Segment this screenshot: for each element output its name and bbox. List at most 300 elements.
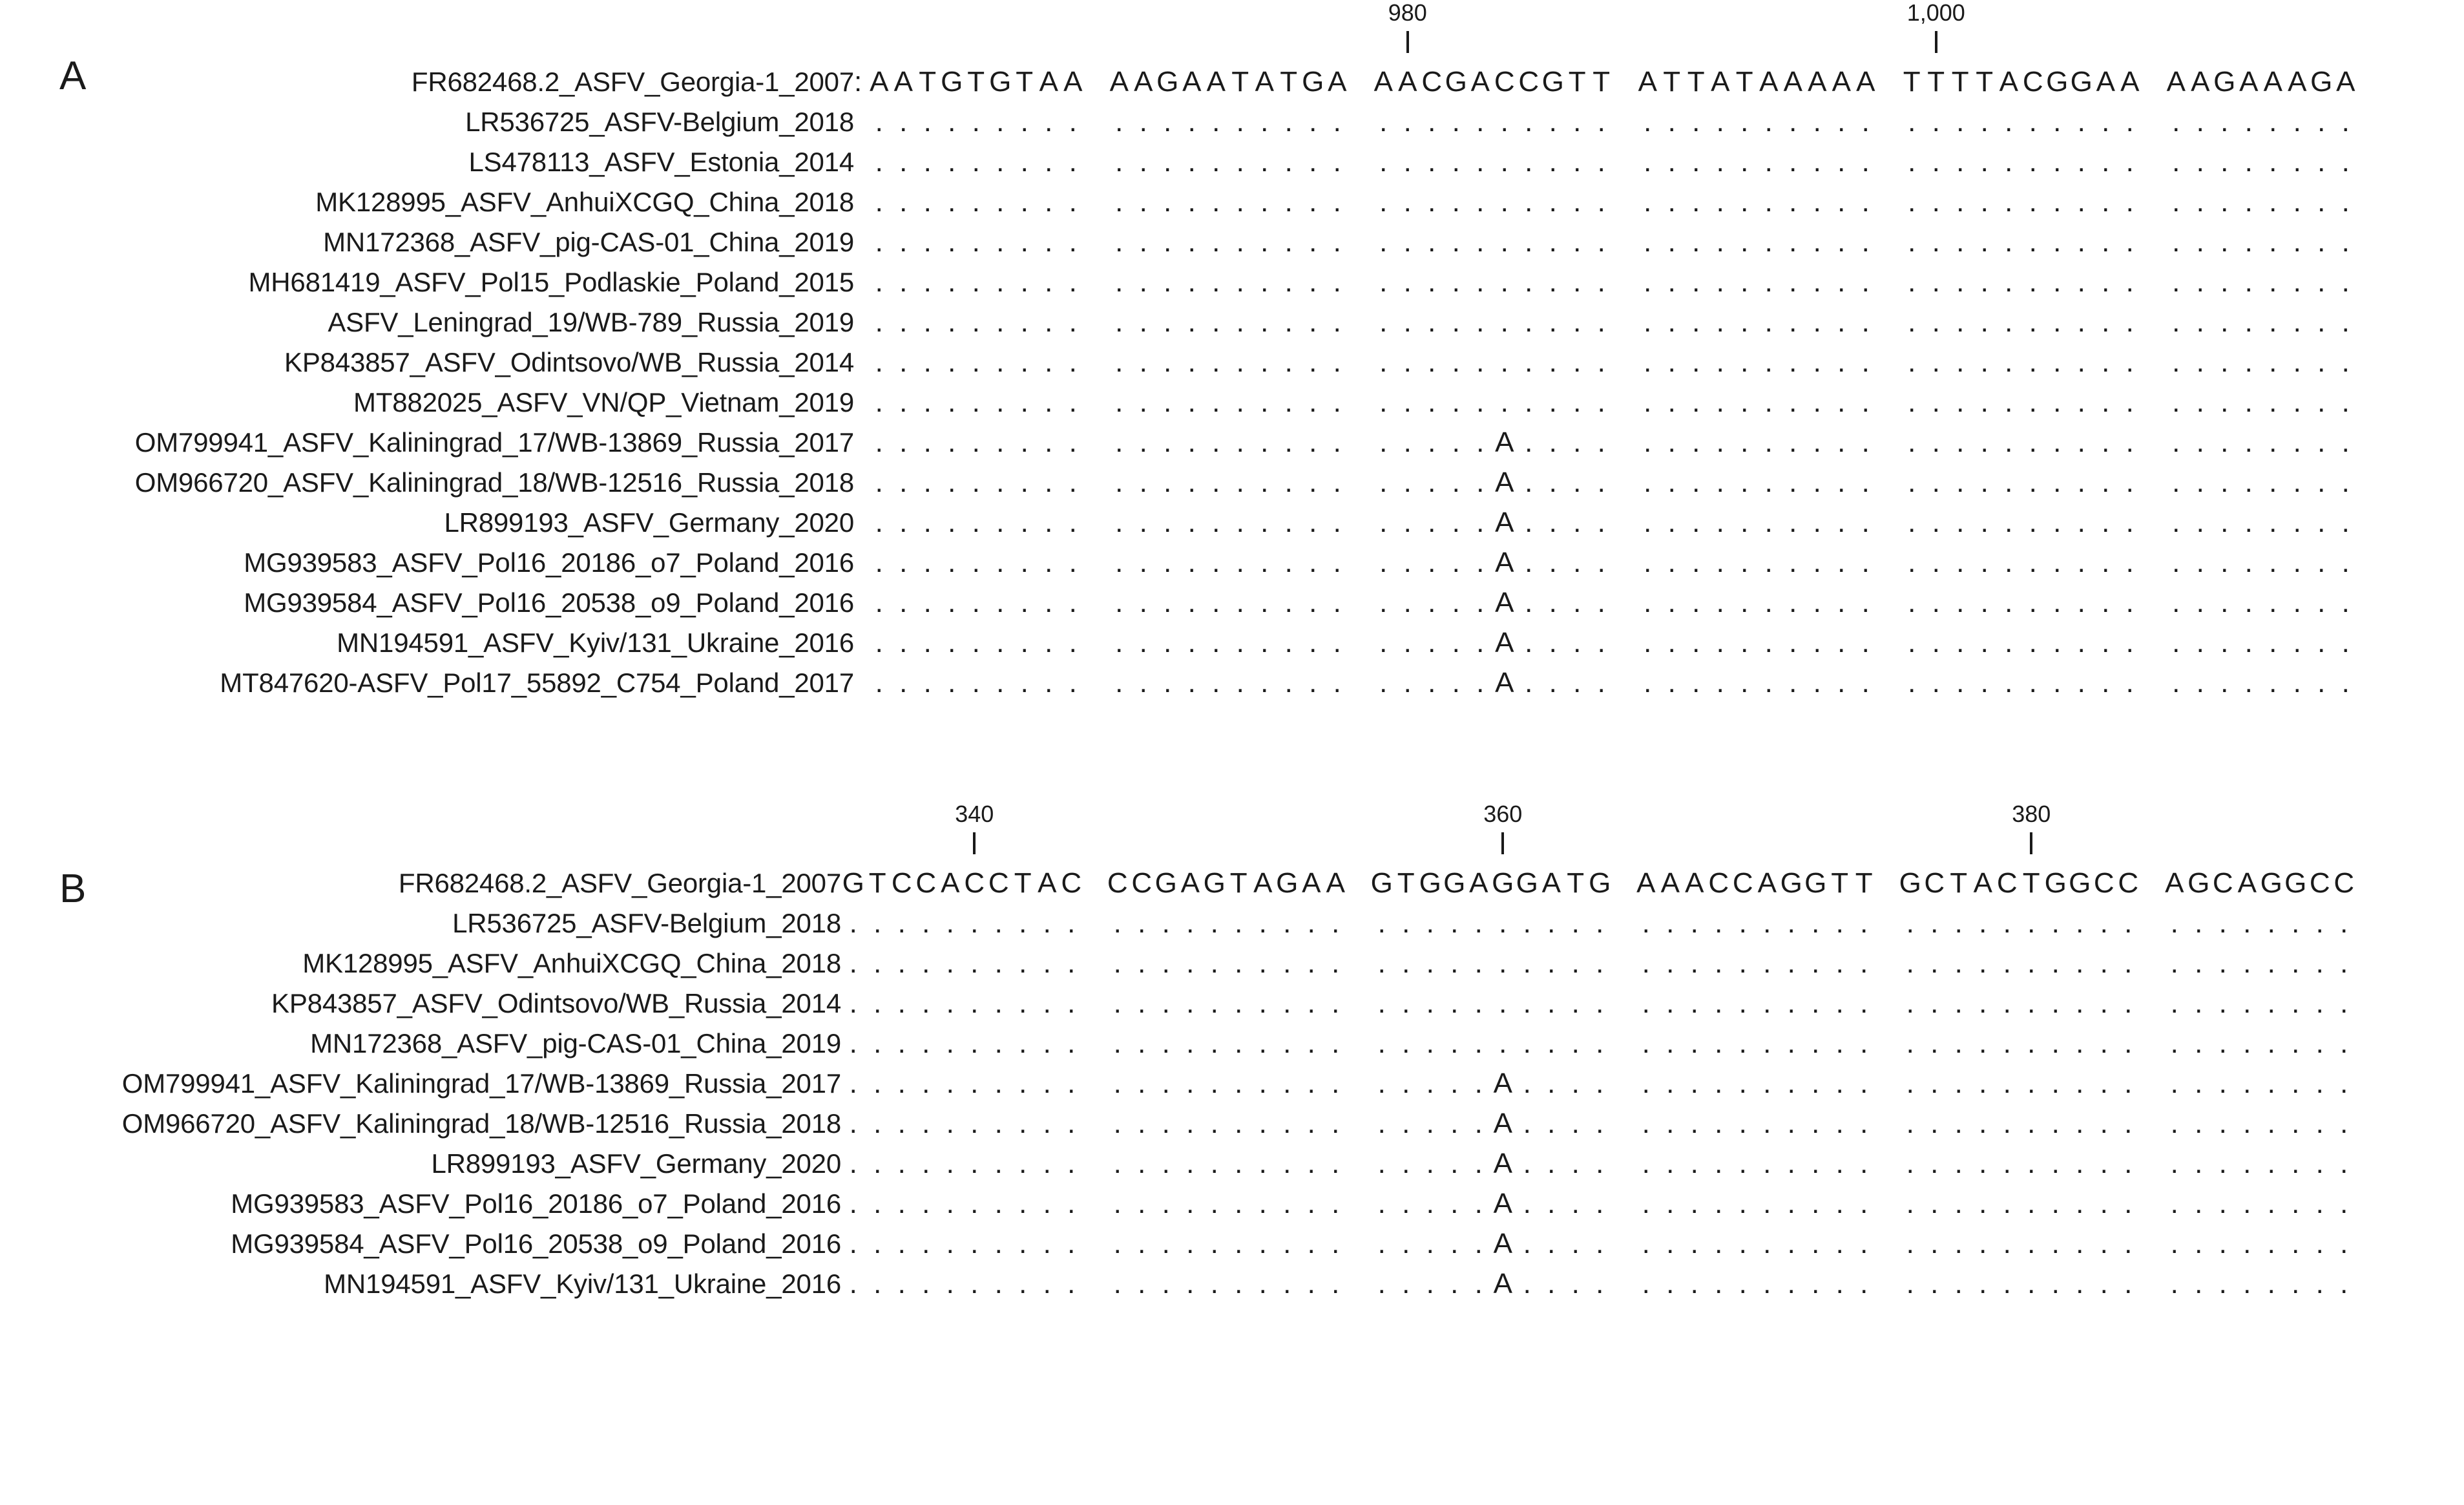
nucleotide-G: G <box>1899 867 1921 899</box>
identity-dot: . <box>2005 467 2013 498</box>
identity-dot: . <box>1045 266 1053 298</box>
identity-dot: . <box>2051 1148 2060 1179</box>
identity-dot: . <box>2220 106 2229 138</box>
identity-dot: . <box>1113 1268 1122 1300</box>
alignment-row <box>0 142 2464 182</box>
identity-dot: . <box>1403 547 1412 578</box>
taxon-label: OM799941_ASFV_Kaliningrad_17/WB-13869_Russia_2017 <box>134 427 854 458</box>
alignment-row <box>0 583 2464 623</box>
nucleotide-A: A <box>1180 867 1200 899</box>
identity-dot: . <box>1284 186 1293 218</box>
identity-dot: . <box>2029 426 2037 458</box>
identity-dot: . <box>1377 987 1386 1019</box>
identity-dot: . <box>1212 426 1220 458</box>
identity-dot: . <box>1474 1148 1483 1179</box>
identity-dot: . <box>1020 266 1028 298</box>
identity-dot: . <box>1861 426 1870 458</box>
identity-dot: . <box>1069 146 1077 178</box>
identity-dot: . <box>2100 1228 2108 1259</box>
identity-dot: . <box>1715 1068 1723 1099</box>
sequence-block <box>1636 222 1878 262</box>
identity-dot: . <box>2292 1027 2300 1059</box>
identity-dot: . <box>1525 266 1533 298</box>
identity-dot: . <box>1644 106 1652 138</box>
identity-dot: . <box>1956 146 1965 178</box>
identity-dot: . <box>1307 947 1315 979</box>
identity-dot: . <box>2340 1027 2348 1059</box>
identity-dot: . <box>1476 507 1485 538</box>
identity-dot: . <box>2317 507 2326 538</box>
sequence-block <box>867 222 1085 262</box>
identity-dot: . <box>922 907 930 939</box>
identity-dot: . <box>1333 467 1341 498</box>
identity-dot: . <box>2317 587 2326 618</box>
identity-dot: . <box>1980 346 1989 378</box>
taxon-label: LR536725_ASFV-Belgium_2018 <box>452 908 841 938</box>
sequence-prefix-spacer <box>854 663 867 703</box>
identity-dot: . <box>1428 226 1436 258</box>
identity-dot: . <box>1764 106 1773 138</box>
identity-dot: . <box>1813 426 1821 458</box>
identity-dot: . <box>1667 547 1676 578</box>
identity-dot: . <box>1642 947 1650 979</box>
identity-dot: . <box>2053 266 2062 298</box>
identity-dot: . <box>996 226 1005 258</box>
identity-dot: . <box>1236 467 1244 498</box>
identity-dot: . <box>2243 947 2251 979</box>
identity-dot: . <box>1139 306 1147 338</box>
ruler-tick <box>1483 801 1541 854</box>
identity-dot: . <box>2269 266 2277 298</box>
identity-dot: . <box>2269 106 2277 138</box>
identity-dot: . <box>1547 1068 1556 1099</box>
identity-dot: . <box>2219 947 2227 979</box>
identity-dot: . <box>1813 587 1821 618</box>
identity-dot: . <box>1067 1228 1076 1259</box>
identity-dot: . <box>1956 667 1965 699</box>
identity-dot: . <box>2029 186 2037 218</box>
nucleotide-T: T <box>2022 867 2040 899</box>
identity-dot: . <box>2196 587 2204 618</box>
identity-dot: . <box>1187 507 1196 538</box>
sequence-block <box>1898 863 2140 903</box>
aligned-sequence <box>854 262 2358 302</box>
identity-dot: . <box>897 1188 906 1219</box>
identity-dot: . <box>2102 667 2110 699</box>
identity-dot: . <box>1954 1148 1963 1179</box>
sequence-block <box>2164 302 2358 342</box>
taxon-label: OM799941_ASFV_Kaliningrad_17/WB-13869_Russia_2017 <box>121 1068 841 1099</box>
identity-dot: . <box>1187 346 1196 378</box>
sequence-prefix-spacer <box>854 503 867 543</box>
identity-dot: . <box>922 1268 930 1300</box>
sequence-block <box>1372 262 1614 302</box>
identity-dot: . <box>1835 947 1844 979</box>
identity-dot: . <box>996 106 1005 138</box>
sequence-block <box>1900 102 2142 142</box>
identity-dot: . <box>1284 627 1293 658</box>
identity-dot: . <box>2102 627 2110 658</box>
aligned-sequence <box>854 302 2358 342</box>
identity-dot: . <box>875 146 883 178</box>
identity-dot: . <box>1500 226 1509 258</box>
nucleotide-A: A <box>1495 507 1514 538</box>
identity-dot: . <box>1333 507 1341 538</box>
identity-dot: . <box>1284 467 1293 498</box>
aligned-sequence <box>854 543 2358 583</box>
sequence-block <box>1634 1224 1876 1264</box>
identity-dot: . <box>2170 1068 2178 1099</box>
identity-dot: . <box>2053 186 2062 218</box>
identity-dot: . <box>1186 1148 1195 1179</box>
identity-dot: . <box>1235 1148 1243 1179</box>
identity-dot: . <box>1235 1228 1243 1259</box>
sequence-block <box>867 182 1085 222</box>
identity-dot: . <box>1644 507 1652 538</box>
identity-dot: . <box>1307 1268 1315 1300</box>
identity-dot: . <box>2172 587 2180 618</box>
identity-dot: . <box>1402 1027 1410 1059</box>
identity-dot: . <box>1980 507 1989 538</box>
identity-dot: . <box>2340 1148 2348 1179</box>
identity-dot: . <box>1837 426 1846 458</box>
nucleotide-C: C <box>1107 867 1128 899</box>
identity-dot: . <box>1045 386 1053 418</box>
sequence-block <box>1370 984 1612 1024</box>
identity-dot: . <box>1403 627 1412 658</box>
identity-dot: . <box>1187 667 1196 699</box>
identity-dot: . <box>1138 987 1146 1019</box>
identity-dot: . <box>849 1228 857 1259</box>
identity-dot: . <box>2005 146 2013 178</box>
identity-dot: . <box>1908 146 1916 178</box>
identity-dot: . <box>2124 947 2133 979</box>
identity-dot: . <box>2053 426 2062 458</box>
sequence-prefix-spacer <box>854 463 867 503</box>
identity-dot: . <box>1162 1188 1170 1219</box>
identity-dot: . <box>1979 1068 1987 1099</box>
nucleotide-C: C <box>1924 867 1945 899</box>
identity-dot: . <box>1787 1148 1795 1179</box>
sequence-block <box>2164 142 2358 182</box>
identity-dot: . <box>2100 907 2108 939</box>
sequence-block <box>2164 342 2358 383</box>
sequence-block <box>867 543 1085 583</box>
identity-dot: . <box>946 1027 954 1059</box>
identity-dot: . <box>1139 266 1147 298</box>
identity-dot: . <box>2003 1228 2011 1259</box>
identity-dot: . <box>1666 1228 1675 1259</box>
identity-dot: . <box>2195 907 2203 939</box>
identity-dot: . <box>1450 907 1459 939</box>
identity-dot: . <box>1236 106 1244 138</box>
sequence-prefix-spacer <box>854 182 867 222</box>
identity-dot: . <box>1476 627 1485 658</box>
identity-dot: . <box>2077 467 2085 498</box>
identity-dot: . <box>1187 627 1196 658</box>
identity-dot: . <box>1452 667 1460 699</box>
identity-dot: . <box>1283 1108 1291 1139</box>
identity-dot: . <box>1549 627 1557 658</box>
identity-dot: . <box>2269 667 2277 699</box>
identity-dot: . <box>1500 346 1509 378</box>
identity-dot: . <box>2003 1068 2011 1099</box>
identity-dot: . <box>2172 346 2180 378</box>
identity-dot: . <box>1861 627 1870 658</box>
identity-dot: . <box>875 426 883 458</box>
identity-dot: . <box>1763 1268 1771 1300</box>
identity-dot: . <box>1906 1228 1914 1259</box>
identity-dot: . <box>1571 947 1580 979</box>
identity-dot: . <box>1139 587 1147 618</box>
identity-dot: . <box>1020 306 1028 338</box>
identity-dot: . <box>2269 186 2277 218</box>
identity-dot: . <box>2293 346 2301 378</box>
identity-dot: . <box>1236 186 1244 218</box>
identity-dot: . <box>922 1108 930 1139</box>
identity-dot: . <box>1932 467 1940 498</box>
sequence-block <box>1370 1064 1612 1104</box>
identity-dot: . <box>1452 547 1460 578</box>
identity-dot: . <box>1690 987 1698 1019</box>
identity-dot: . <box>1379 306 1388 338</box>
identity-dot: . <box>1979 1268 1987 1300</box>
ruler-tick-mark <box>1501 832 1504 854</box>
sequence-block <box>1636 383 1878 423</box>
sequence-block <box>1900 262 2142 302</box>
nucleotide-G: G <box>941 66 963 98</box>
identity-dot: . <box>1571 1027 1580 1059</box>
taxon-label: MN172368_ASFV_pig-CAS-01_China_2019 <box>323 227 854 257</box>
identity-dot: . <box>1597 667 1605 699</box>
identity-dot: . <box>2053 386 2062 418</box>
identity-dot: . <box>2102 426 2110 458</box>
reference-sequence <box>854 62 2358 102</box>
identity-dot: . <box>2029 507 2037 538</box>
identity-dot: . <box>2027 1268 2036 1300</box>
identity-dot: . <box>2341 226 2350 258</box>
identity-dot: . <box>1763 987 1771 1019</box>
identity-dot: . <box>1787 1228 1795 1259</box>
identity-dot: . <box>1403 146 1412 178</box>
identity-dot: . <box>1139 146 1147 178</box>
identity-dot: . <box>2220 346 2229 378</box>
identity-dot: . <box>1549 426 1557 458</box>
identity-dot: . <box>1547 947 1556 979</box>
identity-dot: . <box>1642 1148 1650 1179</box>
identity-dot: . <box>1210 907 1218 939</box>
identity-dot: . <box>1956 507 1965 538</box>
nucleotide-A: A <box>1206 66 1226 98</box>
identity-dot: . <box>1069 226 1077 258</box>
nucleotide-G: G <box>1302 66 1324 98</box>
identity-dot: . <box>1573 186 1582 218</box>
identity-dot: . <box>2243 1068 2251 1099</box>
identity-dot: . <box>1932 266 1940 298</box>
identity-dot: . <box>2029 587 2037 618</box>
identity-dot: . <box>972 306 980 338</box>
identity-dot: . <box>1644 667 1652 699</box>
identity-dot: . <box>875 226 883 258</box>
identity-dot: . <box>1379 467 1388 498</box>
sequence-block <box>1372 383 1614 423</box>
sequence-prefix-spacer <box>854 623 867 663</box>
identity-dot: . <box>1236 587 1244 618</box>
identity-dot: . <box>1956 547 1965 578</box>
taxon-label: ASFV_Leningrad_19/WB-789_Russia_2019 <box>328 307 854 337</box>
nucleotide-G: G <box>2310 66 2333 98</box>
identity-dot: . <box>1069 667 1077 699</box>
identity-dot: . <box>897 1228 906 1259</box>
identity-dot: . <box>1043 987 1051 1019</box>
identity-dot: . <box>2172 467 2180 498</box>
identity-dot: . <box>2293 266 2301 298</box>
identity-dot: . <box>948 667 956 699</box>
identity-dot: . <box>2125 587 2134 618</box>
nucleotide-A: A <box>1493 1108 1512 1139</box>
ruler-tick-label: 360 <box>1483 801 1523 827</box>
alignment-row <box>0 1184 2464 1224</box>
identity-dot: . <box>849 1148 857 1179</box>
identity-dot: . <box>1644 306 1652 338</box>
identity-dot: . <box>1258 947 1267 979</box>
identity-dot: . <box>1525 547 1533 578</box>
identity-dot: . <box>994 987 1003 1019</box>
identity-dot: . <box>1692 507 1700 538</box>
identity-dot: . <box>1835 987 1844 1019</box>
identity-dot: . <box>2076 1148 2084 1179</box>
identity-dot: . <box>2243 1108 2251 1139</box>
identity-dot: . <box>1667 226 1676 258</box>
identity-dot: . <box>1932 547 1940 578</box>
identity-dot: . <box>2170 987 2178 1019</box>
identity-dot: . <box>1067 947 1076 979</box>
sequence-block <box>1636 503 1878 543</box>
identity-dot: . <box>875 547 883 578</box>
identity-dot: . <box>994 1027 1003 1059</box>
identity-dot: . <box>1187 146 1196 178</box>
identity-dot: . <box>1525 386 1533 418</box>
identity-dot: . <box>1212 186 1220 218</box>
identity-dot: . <box>1667 266 1676 298</box>
identity-dot: . <box>1187 547 1196 578</box>
nucleotide-T: T <box>1592 66 1611 98</box>
identity-dot: . <box>1115 627 1123 658</box>
sequence-block <box>867 663 1085 703</box>
sequence-block <box>1372 62 1614 102</box>
identity-dot: . <box>1309 667 1317 699</box>
identity-dot: . <box>1596 1108 1604 1139</box>
identity-dot: . <box>948 106 956 138</box>
identity-dot: . <box>1813 346 1821 378</box>
identity-dot: . <box>1789 467 1797 498</box>
identity-dot: . <box>1813 146 1821 178</box>
identity-dot: . <box>2340 1108 2348 1139</box>
taxon-label: OM966720_ASFV_Kaliningrad_18/WB-12516_Russia_2018 <box>121 1108 841 1139</box>
identity-dot: . <box>1979 1108 1987 1139</box>
identity-dot: . <box>2100 1188 2108 1219</box>
identity-dot: . <box>1403 186 1412 218</box>
nucleotide-T: T <box>1280 66 1298 98</box>
identity-dot: . <box>1571 1188 1580 1219</box>
nucleotide-T: T <box>868 867 886 899</box>
sequence-block <box>1634 1264 1876 1304</box>
identity-dot: . <box>1954 907 1963 939</box>
identity-dot: . <box>2029 146 2037 178</box>
nucleotide-T: T <box>1568 66 1586 98</box>
identity-dot: . <box>1980 627 1989 658</box>
nucleotide-A: A <box>1470 66 1490 98</box>
identity-dot: . <box>2100 987 2108 1019</box>
identity-dot: . <box>2027 1148 2036 1179</box>
identity-dot: . <box>2027 1188 2036 1219</box>
taxon-label: MG939584_ASFV_Pol16_20538_o9_Poland_2016 <box>244 587 854 618</box>
identity-dot: . <box>1837 146 1846 178</box>
identity-dot: . <box>1525 186 1533 218</box>
identity-dot: . <box>2220 507 2229 538</box>
identity-dot: . <box>849 1068 857 1099</box>
identity-dot: . <box>1860 1068 1868 1099</box>
identity-dot: . <box>1067 1148 1076 1179</box>
taxon-label: MK128995_ASFV_AnhuiXCGQ_China_2018 <box>315 187 854 217</box>
identity-dot: . <box>1716 587 1724 618</box>
identity-dot: . <box>946 1228 954 1259</box>
identity-dot: . <box>1067 1068 1076 1099</box>
identity-dot: . <box>1980 106 1989 138</box>
identity-dot: . <box>946 987 954 1019</box>
identity-dot: . <box>873 1027 882 1059</box>
identity-dot: . <box>1403 587 1412 618</box>
nucleotide-A: A <box>893 66 913 98</box>
identity-dot: . <box>897 947 906 979</box>
identity-dot: . <box>1212 627 1220 658</box>
sequence-block <box>1107 463 1350 503</box>
sequence-block <box>1372 503 1614 543</box>
identity-dot: . <box>1162 907 1170 939</box>
identity-dot: . <box>2292 1268 2300 1300</box>
identity-dot: . <box>1980 467 1989 498</box>
identity-dot: . <box>1525 627 1533 658</box>
identity-dot: . <box>1162 1268 1170 1300</box>
identity-dot: . <box>875 627 883 658</box>
identity-dot: . <box>1932 306 1940 338</box>
identity-dot: . <box>1115 266 1123 298</box>
nucleotide-A: A <box>1255 66 1274 98</box>
identity-dot: . <box>1164 627 1172 658</box>
identity-dot: . <box>2315 1068 2324 1099</box>
identity-dot: . <box>1210 1027 1218 1059</box>
identity-dot: . <box>1956 587 1965 618</box>
identity-dot: . <box>1115 146 1123 178</box>
identity-dot: . <box>1835 1148 1844 1179</box>
identity-dot: . <box>2341 467 2350 498</box>
identity-dot: . <box>2170 1228 2178 1259</box>
identity-dot: . <box>1644 386 1652 418</box>
identity-dot: . <box>1402 1148 1410 1179</box>
identity-dot: . <box>1210 987 1218 1019</box>
sequence-block <box>1105 1064 1348 1104</box>
identity-dot: . <box>1789 146 1797 178</box>
identity-dot: . <box>1692 426 1700 458</box>
identity-dot: . <box>1906 907 1914 939</box>
identity-dot: . <box>2315 907 2324 939</box>
identity-dot: . <box>1835 1268 1844 1300</box>
identity-dot: . <box>2005 226 2013 258</box>
identity-dot: . <box>1474 1188 1483 1219</box>
identity-dot: . <box>1932 106 1940 138</box>
identity-dot: . <box>1403 667 1412 699</box>
identity-dot: . <box>2220 226 2229 258</box>
